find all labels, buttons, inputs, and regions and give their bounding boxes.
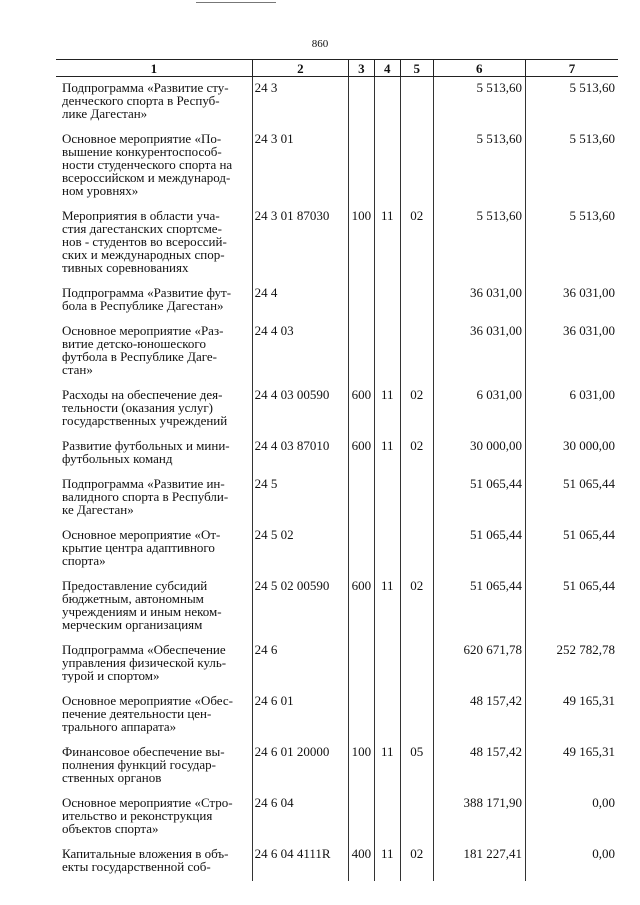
amount-col7: 51 065,44	[525, 524, 618, 575]
section: 11	[374, 435, 400, 473]
subsection	[401, 639, 434, 690]
amount-col6: 620 671,78	[433, 639, 525, 690]
expense-type: 100	[349, 741, 374, 792]
header-cell: 6	[433, 60, 525, 77]
amount-col6: 30 000,00	[433, 435, 525, 473]
description-line: екты государственной соб-	[62, 859, 211, 874]
description-line: стан»	[62, 362, 93, 377]
subsection: 02	[401, 384, 434, 435]
amount-col7: 51 065,44	[525, 473, 618, 524]
table-row	[56, 320, 618, 384]
expense-type	[349, 77, 374, 129]
amount-col6: 5 513,60	[433, 77, 525, 129]
amount-col6: 181 227,41	[433, 843, 525, 881]
amount-col6: 51 065,44	[433, 524, 525, 575]
subsection: 02	[401, 205, 434, 282]
description-line: Основное мероприятие «Обес-	[62, 693, 233, 708]
amount-col7: 30 000,00	[525, 435, 618, 473]
budget-code: 24 4 03 87010	[252, 435, 349, 473]
table-row	[56, 639, 618, 690]
description-line: валидного спорта в Республи-	[62, 489, 229, 504]
amount-col6: 51 065,44	[433, 575, 525, 639]
budget-code: 24 4 03	[252, 320, 349, 384]
row-description	[56, 792, 252, 843]
budget-code: 24 3 01	[252, 128, 349, 205]
row-description	[56, 575, 252, 639]
row-description	[56, 690, 252, 741]
row-description	[56, 524, 252, 575]
description-line: Расходы на обеспечение дея-	[62, 387, 223, 402]
budget-code: 24 5 02 00590	[252, 575, 349, 639]
description-line: государственных учреждений	[62, 413, 228, 428]
description-line: Подпрограмма «Развитие сту-	[62, 80, 229, 95]
table-row	[56, 843, 618, 881]
table-row	[56, 690, 618, 741]
budget-code: 24 4 03 00590	[252, 384, 349, 435]
section	[374, 282, 400, 320]
row-description	[56, 384, 252, 435]
subsection	[401, 792, 434, 843]
expense-type	[349, 320, 374, 384]
description-line: вышение конкурентоспособ-	[62, 144, 222, 159]
table-row	[56, 792, 618, 843]
expense-type	[349, 282, 374, 320]
subsection	[401, 524, 434, 575]
table-row	[56, 384, 618, 435]
amount-col7: 49 165,31	[525, 741, 618, 792]
description-line: бюджетным, автономным	[62, 591, 204, 606]
description-line: Основное мероприятие «По-	[62, 131, 222, 146]
subsection	[401, 77, 434, 129]
subsection: 05	[401, 741, 434, 792]
subsection	[401, 128, 434, 205]
table-row	[56, 282, 618, 320]
description-line: ности студенческого спорта на	[62, 157, 233, 172]
expense-type	[349, 792, 374, 843]
description-line: Финансовое обеспечение вы-	[62, 744, 225, 759]
expense-type: 600	[349, 384, 374, 435]
expense-type: 600	[349, 575, 374, 639]
description-line: Основное мероприятие «Стро-	[62, 795, 233, 810]
budget-code: 24 6 04 4111R	[252, 843, 349, 881]
description-line: спорта»	[62, 553, 106, 568]
row-description	[56, 205, 252, 282]
expense-type	[349, 524, 374, 575]
section	[374, 473, 400, 524]
budget-table	[56, 59, 618, 881]
table-row	[56, 524, 618, 575]
subsection	[401, 690, 434, 741]
description-line: витие детско-юношеского	[62, 336, 206, 351]
subsection: 02	[401, 575, 434, 639]
section	[374, 128, 400, 205]
expense-type	[349, 473, 374, 524]
description-line: лике Дагестан»	[62, 106, 148, 121]
description-line: Развитие футбольных и мини-	[62, 438, 230, 453]
description-line: Основное мероприятие «Раз-	[62, 323, 224, 338]
expense-type	[349, 639, 374, 690]
header-cell: 1	[56, 60, 252, 77]
amount-col7: 36 031,00	[525, 320, 618, 384]
expense-type: 400	[349, 843, 374, 881]
section: 11	[374, 205, 400, 282]
description-line: бола в Республике Дагестан»	[62, 298, 224, 313]
amount-col6: 48 157,42	[433, 741, 525, 792]
section: 11	[374, 575, 400, 639]
table-row	[56, 205, 618, 282]
description-line: турой и спортом»	[62, 668, 160, 683]
amount-col6: 5 513,60	[433, 205, 525, 282]
expense-type	[349, 690, 374, 741]
top-rule	[196, 2, 276, 3]
budget-code: 24 6 01	[252, 690, 349, 741]
description-line: Подпрограмма «Развитие ин-	[62, 476, 225, 491]
amount-col7: 6 031,00	[525, 384, 618, 435]
description-line: Подпрограмма «Развитие фут-	[62, 285, 232, 300]
description-line: мерческим организациям	[62, 617, 203, 632]
description-line: Предоставление субсидий	[62, 578, 208, 593]
row-description	[56, 741, 252, 792]
expense-type: 100	[349, 205, 374, 282]
table-row	[56, 575, 618, 639]
description-line: Подпрограмма «Обеспечение	[62, 642, 226, 657]
description-line: стия дагестанских спортсме-	[62, 221, 222, 236]
budget-code: 24 5 02	[252, 524, 349, 575]
description-line: Мероприятия в области уча-	[62, 208, 220, 223]
budget-code: 24 6 04	[252, 792, 349, 843]
table-row	[56, 435, 618, 473]
row-description	[56, 128, 252, 205]
header-cell: 2	[252, 60, 349, 77]
subsection	[401, 320, 434, 384]
table-row	[56, 77, 618, 129]
table-row	[56, 128, 618, 205]
section: 11	[374, 741, 400, 792]
header-cell: 5	[401, 60, 434, 77]
amount-col6: 51 065,44	[433, 473, 525, 524]
amount-col6: 6 031,00	[433, 384, 525, 435]
row-description	[56, 639, 252, 690]
amount-col6: 36 031,00	[433, 320, 525, 384]
description-line: Капитальные вложения в объ-	[62, 846, 229, 861]
amount-col7: 5 513,60	[525, 77, 618, 129]
budget-code: 24 6	[252, 639, 349, 690]
expense-type	[349, 128, 374, 205]
amount-col7: 252 782,78	[525, 639, 618, 690]
header-row	[56, 60, 618, 77]
section: 11	[374, 384, 400, 435]
page-number: 860	[311, 38, 329, 50]
row-description	[56, 320, 252, 384]
description-line: Основное мероприятие «От-	[62, 527, 221, 542]
row-description	[56, 843, 252, 881]
header-cell: 3	[349, 60, 374, 77]
row-description	[56, 435, 252, 473]
amount-col6: 48 157,42	[433, 690, 525, 741]
amount-col7: 36 031,00	[525, 282, 618, 320]
amount-col7: 49 165,31	[525, 690, 618, 741]
description-line: объектов спорта»	[62, 821, 159, 836]
budget-code: 24 5	[252, 473, 349, 524]
budget-code: 24 6 01 20000	[252, 741, 349, 792]
section	[374, 320, 400, 384]
section	[374, 690, 400, 741]
row-description	[56, 77, 252, 129]
table-row	[56, 473, 618, 524]
description-line: ских и международных спор-	[62, 247, 225, 262]
description-line: тельности (оказания услуг)	[62, 400, 213, 415]
row-description	[56, 473, 252, 524]
budget-code: 24 3	[252, 77, 349, 129]
table-row	[56, 741, 618, 792]
budget-code: 24 3 01 87030	[252, 205, 349, 282]
description-line: управления физической куль-	[62, 655, 227, 670]
subsection: 02	[401, 435, 434, 473]
row-description	[56, 282, 252, 320]
amount-col7: 0,00	[525, 792, 618, 843]
amount-col7: 51 065,44	[525, 575, 618, 639]
amount-col7: 5 513,60	[525, 128, 618, 205]
description-line: полнения функций государ-	[62, 757, 216, 772]
section: 11	[374, 843, 400, 881]
description-line: нов - студентов во всероссий-	[62, 234, 227, 249]
section	[374, 524, 400, 575]
description-line: крытие центра адаптивного	[62, 540, 215, 555]
section	[374, 639, 400, 690]
description-line: ном уровнях»	[62, 183, 139, 198]
table-body	[56, 77, 618, 882]
amount-col7: 0,00	[525, 843, 618, 881]
section	[374, 77, 400, 129]
description-line: тивных соревнованиях	[62, 260, 189, 275]
description-line: трального аппарата»	[62, 719, 177, 734]
amount-col7: 5 513,60	[525, 205, 618, 282]
amount-col6: 388 171,90	[433, 792, 525, 843]
header-cell: 4	[374, 60, 400, 77]
description-line: печение деятельности цен-	[62, 706, 212, 721]
description-line: учреждениям и иным неком-	[62, 604, 222, 619]
section	[374, 792, 400, 843]
amount-col6: 36 031,00	[433, 282, 525, 320]
description-line: денческого спорта в Респуб-	[62, 93, 220, 108]
expense-type: 600	[349, 435, 374, 473]
description-line: ительство и реконструкция	[62, 808, 213, 823]
description-line: всероссийском и международ-	[62, 170, 231, 185]
subsection	[401, 282, 434, 320]
amount-col6: 5 513,60	[433, 128, 525, 205]
subsection	[401, 473, 434, 524]
budget-code: 24 4	[252, 282, 349, 320]
description-line: ке Дагестан»	[62, 502, 134, 517]
header-cell: 7	[525, 60, 618, 77]
description-line: футбольных команд	[62, 451, 173, 466]
description-line: ственных органов	[62, 770, 162, 785]
subsection: 02	[401, 843, 434, 881]
description-line: футбола в Республике Даге-	[62, 349, 217, 364]
